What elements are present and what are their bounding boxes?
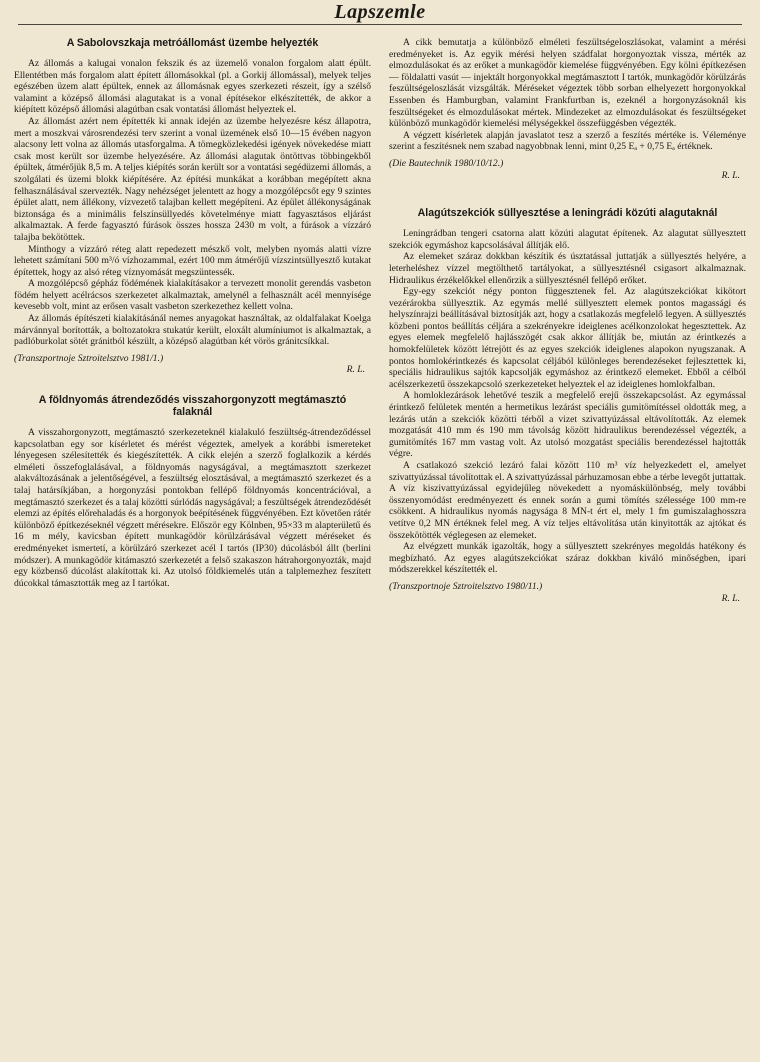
paragraph: Egy-egy szekciót négy ponton függesztenek fel. Az alagútszekciókat kikötort vezérárokba süllyesztik. Az egymás mellé süllyesztett elemek pontos magassági és helyszínrajzi beállításával biztosítják azt, hogy a csatlakozás megfelelő legyen. A süllyesztés közbeni pontos beállítás céljára a szekrényekre ideiglenes acélkonzolokat hegesztettek. Az egyes elemek megfelelő hajlásszögét csak akkor állítják be, miután az érintkezés a homokfelületek között létrejött és az egyes szekciók ideiglenes alapokon nyugszanak. A pontos homlokérintkezés és kapcsolat céljából különleges berendezéseket fejlesztettek ki, speciális hidraulikus sajtók kapcsolják egymáshoz az érintkező elemeket. Ebből a célból acélszerkezetű összekapcsoló szerkezeteket helyeztek el az ideiglenes homlokfalban. [389, 286, 746, 390]
columns [14, 25, 746, 604]
source-citation: (Transzportnoje Sztroitelsztvo 1980/11.) [389, 580, 543, 592]
paragraph: Minthogy a vízzáró réteg alatt repedezett mészkő volt, melyben nyomás alatti vízre lehetett számítani 500 m³/ó vízhozammal, ezért 100 mm átmérőjű vízszintsüllyesztő kutakat építettek, hogy az alsó réteg víznyomását megszüntessék. [14, 243, 371, 278]
paragraph: A visszahorgonyzott, megtámasztó szerkezeteknél kialakuló feszültség-átrendeződéssel kapcsolatban egy sor kísérletet és mérést végeztek, amelyek a korábbi ismereteket lényegesen szélesítették és kiegészítették. A cikk elején a szerző foglalkozik a kérdés elméleti összefoglalásával, a földnyomás nagyságával, a megtámasztott szerkezet alakváltozásának a jelentőségével, a feszültség elosztásával, a megtámasztó szerkezet és a talaj határsíkjában, a horgonyzási pontokban fellépő földnyomás koncentrációval, a megtámasztó szerkezet és a talaj közötti súrlódás nagyságával; a feszültségek átrendeződését elemzi az építés előrehaladás és a horgonyok beépítésének függvényében. Ezt követően rátér különböző építkezéseknél végzett mérésekre. Először egy Kölnben, 95×33 m alapterületű és 16 m mély, kavicsban épített munkagödör körülzárásával végzett méréseket és eredményeket ismertetí, a körülzáró szerkezet acél I tartós (IP30) dúcolásból állt (berlini módszer). A munkagödör kitámasztó szerkezetét a felső szakaszon hátrahorgonyozták, majd egy közbenső dúcolást alakítottak ki. Az utolsó földkiemelés után a talplemezhez feszített dúcokkal támasztották meg az I tartókat. [14, 427, 371, 589]
left-column [14, 37, 371, 604]
paragraph: A cikk bemutatja a különböző elméleti feszültségeloszlásokat, valamint a mérési eredményeket is. Az egyik mérési helyen szádfalat horgonyoztak vissza, mérték az elmozdulásokat és az erőket a munkagödör kiemelése függvényében. Egy kölni építkezésen — földalatti vasút — injektált horgonyokkal megtámasztott I tartók, munkagödör körülzárás feszültségeloszlását vizsgálták. Méréseket végeztek több sorban elhelyezett horgonyokkal Essenben és Hamburgban, valamint Frankfurtban is, ezeknél a horgonyzásoknál kis feszültségeket és elmozdulásokat mértek. Mindezeket az elmozdulásokat és feszültségeket különböző munkagödör kiemelési mélységekkel összefüggésben végezték. [389, 37, 746, 130]
article-foldnyomas-continued [389, 37, 746, 181]
author-initials: R. L. [346, 364, 365, 376]
article-title: A Sabolovszkaja metróállomást üzembe helyezték [66, 37, 319, 49]
source-citation: (Die Bautechnik 1980/10/12.) [389, 157, 504, 169]
paragraph: A mozgólépcső gépház födémének kialakításakor a tervezett monolit gerendás vasbeton födém helyett acélrácsos szerkezetet alkalmaztak, amelynél a felhasznált acél mennyisége kevesebb volt, mint az erősen vasalt vasbeton szerkezethez kellett volna. [14, 278, 371, 313]
paragraph: Leningrádban tengeri csatorna alatt közúti alagutat építenek. Az alagutat süllyesztett szekciók egymáshoz kapcsolásával állítják elő. [389, 228, 746, 251]
article-title: A földnyomás átrendeződés visszahorgonyzott megtámasztó falaknál [38, 394, 347, 419]
paragraph: Az állomás építészeti kialakításánál nemes anyagokat használtak, az oldalfalakat Koelga márvánnyal borították, a boltozatokra stukatúr került, eloxált alumíniumot is alkalmaztak, a padlóburkolat sötét gránitból készült, a középső alagútban két vörös gránitcsíkkal. [14, 313, 371, 348]
section-title: Lapszemle [18, 0, 742, 25]
author-initials: R. L. [721, 592, 740, 604]
paragraph: Az állomást azért nem építették ki annak idején az üzembe helyezésre kész állapotra, mert a moszkvai városrendezési terv szerint a vonal üzemének első 10—15 évében nagyon alacsony lett volna az állomás utasforgalma. A tömegközlekedési igények növekedése miatt csak most került sor üzembe helyezésére. Az állomási alagutak öntöttvas többingekből épültek, átmérőjük 8,5 m. A teljes kiépítés során került sor a vontatási segédüzemi állomás, a szolgálati és üzemi blokk kiépítésére. Az építési munkákat a korábban megépített akna felhasználásával szervezték. Nagy nehézséget jelentett az hogy a mozgólépcsőt egy 9 szintes épület alatt, nem állékony, vízvezető talajban kellett megépíteni. Az épület állékonyságának biztonsága és a minimális felszínsüllyedés követelménye miatt fagyasztásos eljárást alkalmaztak. A ferde fagyasztó fúrások összes hossza 2430 m volt, a fúrások a vízzáró talajba bekötöttek. [14, 115, 371, 243]
author-initials: R. L. [721, 169, 740, 181]
paragraph: A végzett kísérletek alapján javaslatot tesz a szerző a feszítés mértéke is. Véleménye szerint a feszítésnek nem szabad nagyobbnak lenni, mint 0,25 Eₐ + 0,75 Eₐ értéknek. [389, 129, 746, 153]
article-sabolovszkaja [14, 37, 371, 376]
right-column [389, 37, 746, 604]
paragraph: Az elvégzett munkák igazolták, hogy a süllyesztett szekrényes megoldás hatékony és megbízható. Az egyes alagútszekciókat száraz dokkban kiváló minőségben, ipari módszerekkel készítették el. [389, 541, 746, 576]
source-citation: (Transzportnoje Sztroitelsztvo 1981/1.) [14, 352, 164, 364]
article-alagutszekciok [389, 207, 746, 604]
paragraph: Az állomás a kalugai vonalon fekszik és az üzemelő vonalon forgalom alatt épült. Ellentétben más forgalom alatt épített állomásokkal (pl. a Gorkij állomással), melyek teljes egészében üzem alatt épültek, ennek az állomásnak egyes szerkezeti részeit, így a szélső valamint a középső állomási alagutakat is a vonal építésekor elkészítették, de akkor a kiépített középső állomási alagútban csak vontatási állomást helyeztek el. [14, 58, 371, 116]
article-title: Alagútszekciók süllyesztése a leningrádi közúti alagutaknál [417, 207, 718, 220]
paragraph: A csatlakozó szekció lezáró falai között 110 m³ víz helyezkedett el, amelyet szivattyúzással távolítottak el. A szivattyúzással párhuzamosan ebbe a térbe levegőt juttattak. A víz kiszivattyúzással egyidejűleg növekedett a nyomáskülönbség, mely további összenyomódást eredményezett és ennek során a gumi tömítés szélessége 100 mm-re csökkent. A hidraulikus nyomás nagysága 8 MN-t ért el, mely 1 fm gumiszalaghosszra vetítve 0,2 MN értéknek felel meg. A víz teljes eltávolítása után kinyitották az ajtókat és összekötötték véglegesen az elemeket. [389, 460, 746, 541]
paragraph: Az elemeket száraz dokkban készítik és úsztatással juttatják a süllyesztés helyére, a leterheléshez vízzel megtölthető tartályokat, a süllyesztésnél csigasort alkalmaznak. Hidraulikus érzékelőkkel ellenőrzik a süllyesztésnél fellépő erőket. [389, 251, 746, 286]
article-foldnyomas [14, 394, 371, 589]
paragraph: A homloklezárások lehetővé teszik a megfelelő erejű összekapcsolást. Az egymással érintkező felületek mentén a hermetikus lezárást speciális gumitömítéssel oldották meg, a lezárás után a szekciók közötti térből a vizet szivattyúzással eltávolították. Az elemek mozgatását 410 mm és 190 mm távolság között hidraulikus berendezéssel végezték, a gumitömítés 167 mm vastag volt. Az utolsó mozgatást speciális berendezéssel hajtották végre. [389, 390, 746, 460]
